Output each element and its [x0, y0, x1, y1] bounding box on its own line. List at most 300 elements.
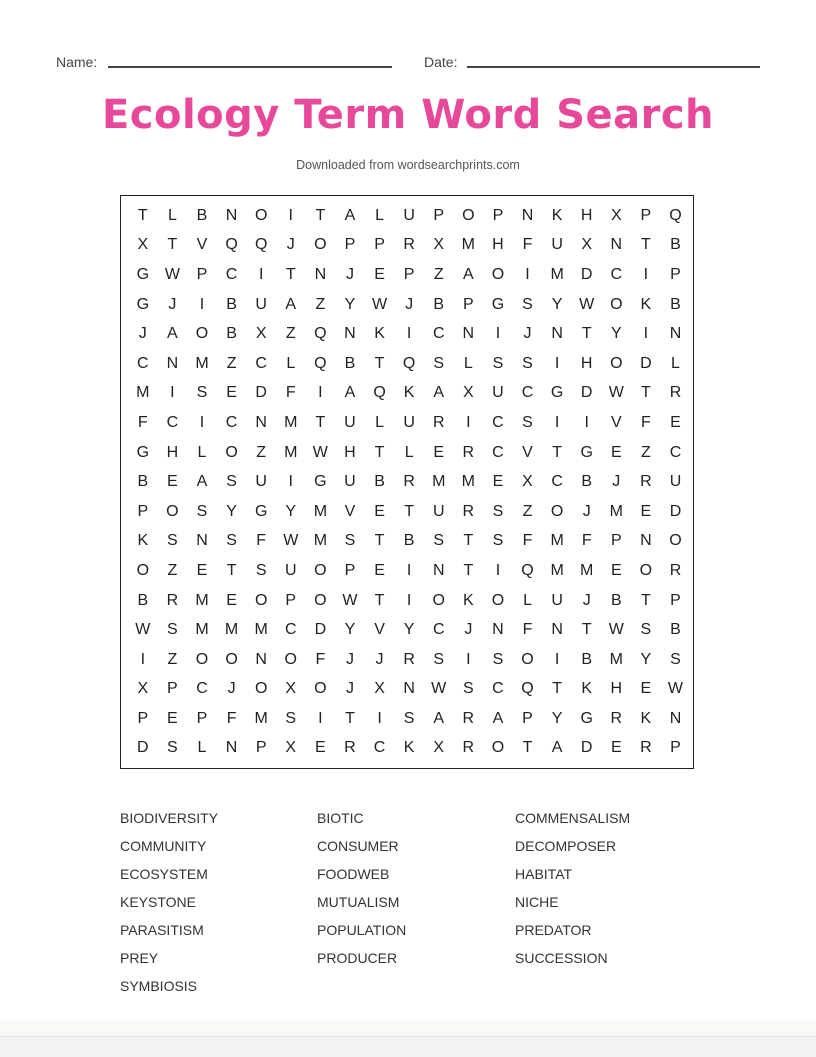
grid-cell[interactable]: F	[522, 532, 533, 550]
grid-cell[interactable]: O	[254, 206, 268, 224]
grid-cell[interactable]: L	[463, 354, 473, 372]
grid-cell[interactable]: E	[167, 473, 178, 491]
grid-cell[interactable]: E	[610, 561, 622, 579]
grid-cell[interactable]: X	[285, 739, 297, 757]
grid-cell[interactable]: N	[255, 650, 267, 668]
grid-cell[interactable]: C	[492, 413, 504, 431]
grid-cell[interactable]: E	[226, 384, 237, 402]
grid-cell[interactable]: G	[254, 502, 268, 520]
grid-cell[interactable]: E	[374, 561, 385, 579]
grid-cell[interactable]: A	[551, 739, 563, 757]
grid-cell[interactable]: S	[433, 354, 445, 372]
grid-cell[interactable]: T	[581, 325, 592, 343]
grid-cell[interactable]: T	[552, 680, 562, 698]
grid-cell[interactable]: T	[404, 502, 415, 520]
grid-cell[interactable]: W	[667, 680, 684, 698]
grid-cell[interactable]: L	[523, 591, 532, 609]
grid-cell[interactable]: R	[462, 739, 475, 757]
grid-cell[interactable]: N	[669, 709, 682, 727]
grid-cell[interactable]: P	[196, 709, 208, 727]
grid-cell[interactable]: J	[227, 680, 236, 698]
grid-cell[interactable]: L	[375, 206, 384, 224]
grid-cell[interactable]: M	[609, 502, 623, 520]
grid-cell[interactable]: K	[551, 206, 563, 224]
grid-cell[interactable]: Z	[285, 325, 296, 343]
grid-cell[interactable]: U	[551, 591, 563, 609]
grid-cell[interactable]: L	[197, 443, 207, 461]
grid-cell[interactable]: O	[521, 650, 534, 668]
grid-cell[interactable]: R	[403, 473, 415, 491]
grid-cell[interactable]: T	[581, 621, 592, 639]
grid-cell[interactable]: I	[466, 650, 471, 668]
grid-cell[interactable]: H	[610, 680, 623, 698]
grid-cell[interactable]: A	[462, 265, 474, 283]
grid-cell[interactable]: N	[432, 561, 445, 579]
grid-cell[interactable]: I	[170, 384, 175, 402]
grid-cell[interactable]: O	[314, 236, 327, 254]
grid-cell[interactable]: R	[432, 413, 445, 431]
grid-cell[interactable]: O	[610, 295, 623, 313]
grid-cell[interactable]: G	[580, 709, 593, 727]
grid-cell[interactable]: O	[195, 650, 209, 668]
grid-cell[interactable]: F	[522, 621, 533, 639]
grid-cell[interactable]: V	[610, 413, 622, 431]
grid-cell[interactable]: B	[670, 236, 681, 254]
grid-cell[interactable]: M	[254, 621, 268, 639]
grid-cell[interactable]: F	[581, 532, 592, 550]
grid-cell[interactable]: K	[137, 532, 149, 550]
grid-cell[interactable]: W	[342, 591, 358, 609]
grid-cell[interactable]: W	[283, 532, 299, 550]
grid-cell[interactable]: D	[255, 384, 267, 402]
grid-cell[interactable]: H	[166, 443, 179, 461]
grid-cell[interactable]: K	[640, 709, 652, 727]
grid-cell[interactable]: S	[522, 413, 533, 431]
grid-cell[interactable]: C	[432, 621, 445, 639]
grid-cell[interactable]: J	[345, 265, 354, 283]
grid-cell[interactable]: B	[226, 295, 237, 313]
grid-cell[interactable]: J	[375, 650, 384, 668]
grid-cell[interactable]: T	[374, 443, 385, 461]
date-line[interactable]	[467, 66, 760, 68]
grid-cell[interactable]: S	[492, 502, 504, 520]
grid-cell[interactable]: U	[403, 413, 415, 431]
grid-cell[interactable]: I	[199, 295, 205, 313]
grid-cell[interactable]: O	[491, 739, 505, 757]
grid-cell[interactable]: Q	[521, 680, 534, 698]
grid-cell[interactable]: H	[344, 443, 356, 461]
grid-cell[interactable]: J	[138, 325, 147, 343]
grid-cell[interactable]: P	[670, 739, 681, 757]
grid-cell[interactable]: U	[492, 384, 504, 402]
grid-cell[interactable]: I	[554, 413, 560, 431]
grid-cell[interactable]: C	[166, 413, 179, 431]
grid-cell[interactable]: C	[492, 443, 504, 461]
grid-cell[interactable]: N	[344, 325, 356, 343]
grid-cell[interactable]: Y	[640, 650, 652, 668]
grid-cell[interactable]: Q	[254, 236, 268, 254]
grid-cell[interactable]: N	[492, 621, 504, 639]
grid-cell[interactable]: E	[610, 443, 622, 461]
grid-cell[interactable]: Y	[403, 621, 415, 639]
grid-cell[interactable]: P	[670, 265, 681, 283]
grid-cell[interactable]: I	[495, 325, 501, 343]
grid-cell[interactable]: T	[167, 236, 178, 254]
grid-cell[interactable]: N	[521, 206, 534, 224]
grid-cell[interactable]: C	[284, 621, 297, 639]
grid-cell[interactable]: J	[582, 591, 591, 609]
grid-cell[interactable]: U	[551, 236, 563, 254]
grid-cell[interactable]: T	[641, 384, 651, 402]
grid-cell[interactable]: E	[492, 473, 504, 491]
grid-cell[interactable]: O	[669, 532, 682, 550]
grid-cell[interactable]: T	[374, 354, 385, 372]
grid-cell[interactable]: F	[226, 709, 237, 727]
grid-cell[interactable]: O	[610, 354, 623, 372]
grid-cell[interactable]: P	[462, 295, 474, 313]
grid-cell[interactable]: G	[550, 384, 564, 402]
grid-cell[interactable]: Y	[226, 502, 237, 520]
grid-cell[interactable]: U	[432, 502, 445, 520]
grid-cell[interactable]: D	[640, 354, 652, 372]
grid-cell[interactable]: X	[255, 325, 267, 343]
grid-cell[interactable]: Q	[225, 236, 238, 254]
grid-cell[interactable]: Y	[344, 295, 356, 313]
grid-cell[interactable]: I	[406, 325, 412, 343]
grid-cell[interactable]: X	[610, 206, 622, 224]
grid-cell[interactable]: M	[284, 443, 298, 461]
grid-cell[interactable]: M	[609, 650, 623, 668]
grid-cell[interactable]: P	[670, 591, 681, 609]
grid-cell[interactable]: S	[226, 532, 237, 550]
grid-cell[interactable]: E	[226, 591, 237, 609]
grid-cell[interactable]: C	[521, 384, 534, 402]
grid-cell[interactable]: P	[344, 561, 356, 579]
grid-cell[interactable]: U	[284, 561, 297, 579]
grid-cell[interactable]: J	[286, 236, 295, 254]
grid-cell[interactable]: Y	[551, 709, 563, 727]
grid-cell[interactable]: S	[196, 384, 208, 402]
grid-cell[interactable]: S	[670, 650, 681, 668]
grid-cell[interactable]: Q	[314, 354, 327, 372]
grid-cell[interactable]: T	[137, 206, 148, 224]
grid-cell[interactable]: I	[199, 413, 205, 431]
grid-cell[interactable]: J	[345, 650, 354, 668]
grid-cell[interactable]: M	[195, 591, 209, 609]
grid-cell[interactable]: N	[610, 236, 623, 254]
grid-cell[interactable]: Q	[402, 354, 416, 372]
grid-cell[interactable]: M	[313, 532, 328, 550]
grid-cell[interactable]: T	[315, 413, 326, 431]
grid-cell[interactable]: U	[669, 473, 682, 491]
grid-cell[interactable]: P	[610, 532, 622, 550]
grid-cell[interactable]: X	[285, 680, 297, 698]
grid-cell[interactable]: W	[164, 265, 180, 283]
grid-cell[interactable]: R	[640, 739, 652, 757]
grid-cell[interactable]: Y	[551, 295, 563, 313]
grid-cell[interactable]: O	[225, 650, 238, 668]
grid-cell[interactable]: S	[196, 502, 208, 520]
grid-cell[interactable]: W	[431, 680, 447, 698]
grid-cell[interactable]: G	[136, 295, 150, 313]
grid-cell[interactable]: V	[374, 621, 385, 639]
grid-cell[interactable]: B	[581, 473, 593, 491]
grid-cell[interactable]: M	[136, 384, 150, 402]
grid-cell[interactable]: I	[258, 265, 264, 283]
grid-cell[interactable]: W	[608, 384, 624, 402]
grid-cell[interactable]: R	[462, 443, 475, 461]
grid-cell[interactable]: I	[495, 561, 501, 579]
grid-cell[interactable]: S	[492, 354, 504, 372]
grid-cell[interactable]: R	[669, 561, 682, 579]
grid-cell[interactable]: M	[461, 473, 475, 491]
grid-cell[interactable]: J	[523, 325, 532, 343]
grid-cell[interactable]: Y	[610, 325, 622, 343]
grid-cell[interactable]: N	[669, 325, 682, 343]
grid-cell[interactable]: O	[136, 561, 150, 579]
grid-cell[interactable]: B	[226, 325, 237, 343]
grid-cell[interactable]: V	[344, 502, 356, 520]
grid-cell[interactable]: A	[433, 709, 445, 727]
grid-cell[interactable]: X	[462, 384, 474, 402]
grid-cell[interactable]: F	[285, 384, 296, 402]
grid-cell[interactable]: X	[522, 473, 533, 491]
grid-cell[interactable]: D	[314, 621, 327, 639]
grid-cell[interactable]: J	[168, 295, 177, 313]
grid-cell[interactable]: S	[492, 532, 504, 550]
grid-cell[interactable]: U	[255, 295, 267, 313]
grid-cell[interactable]: B	[403, 532, 415, 550]
grid-cell[interactable]: R	[403, 236, 415, 254]
grid-cell[interactable]: O	[195, 325, 209, 343]
grid-cell[interactable]: A	[344, 206, 356, 224]
grid-cell[interactable]: K	[581, 680, 593, 698]
grid-cell[interactable]: R	[462, 502, 475, 520]
grid-cell[interactable]: F	[315, 650, 326, 668]
grid-cell[interactable]: R	[462, 709, 475, 727]
grid-cell[interactable]: Y	[285, 502, 297, 520]
grid-cell[interactable]: P	[255, 739, 267, 757]
grid-cell[interactable]: E	[610, 739, 622, 757]
grid-cell[interactable]: B	[374, 473, 385, 491]
grid-cell[interactable]: P	[640, 206, 652, 224]
grid-cell[interactable]: T	[463, 532, 474, 550]
grid-cell[interactable]: W	[579, 295, 595, 313]
grid-cell[interactable]: Y	[344, 621, 356, 639]
grid-cell[interactable]: O	[462, 206, 475, 224]
grid-cell[interactable]: E	[640, 502, 652, 520]
grid-cell[interactable]: S	[522, 295, 533, 313]
name-line[interactable]	[108, 66, 392, 68]
grid-cell[interactable]: M	[550, 265, 564, 283]
grid-cell[interactable]: O	[491, 591, 505, 609]
grid-cell[interactable]: A	[285, 295, 297, 313]
grid-cell[interactable]: Q	[373, 384, 386, 402]
grid-cell[interactable]: R	[610, 709, 623, 727]
grid-cell[interactable]: I	[288, 473, 293, 491]
grid-cell[interactable]: Z	[522, 502, 533, 520]
grid-cell[interactable]: N	[551, 621, 563, 639]
grid-cell[interactable]: U	[255, 473, 267, 491]
grid-cell[interactable]: N	[551, 325, 563, 343]
grid-cell[interactable]: C	[669, 443, 682, 461]
grid-cell[interactable]: R	[166, 591, 179, 609]
grid-cell[interactable]: X	[137, 680, 149, 698]
grid-cell[interactable]: L	[197, 739, 207, 757]
grid-cell[interactable]: I	[643, 325, 649, 343]
grid-cell[interactable]: S	[167, 621, 178, 639]
grid-cell[interactable]: C	[551, 473, 563, 491]
grid-cell[interactable]: E	[374, 502, 385, 520]
grid-cell[interactable]: M	[461, 236, 475, 254]
grid-cell[interactable]: O	[284, 650, 297, 668]
grid-cell[interactable]: R	[403, 650, 415, 668]
grid-cell[interactable]: C	[137, 354, 149, 372]
grid-cell[interactable]: O	[314, 591, 327, 609]
grid-cell[interactable]: N	[462, 325, 475, 343]
grid-cell[interactable]: G	[314, 473, 327, 491]
grid-cell[interactable]: M	[432, 473, 446, 491]
grid-cell[interactable]: S	[492, 650, 504, 668]
grid-cell[interactable]: O	[550, 502, 564, 520]
grid-cell[interactable]: L	[375, 413, 384, 431]
grid-cell[interactable]: Q	[521, 561, 534, 579]
grid-cell[interactable]: I	[140, 650, 146, 668]
grid-cell[interactable]: I	[377, 709, 382, 727]
grid-cell[interactable]: I	[318, 384, 323, 402]
grid-cell[interactable]: H	[492, 236, 504, 254]
grid-cell[interactable]: T	[552, 443, 562, 461]
grid-cell[interactable]: O	[491, 265, 505, 283]
grid-cell[interactable]: X	[433, 739, 445, 757]
grid-cell[interactable]: J	[464, 621, 473, 639]
grid-cell[interactable]: S	[522, 354, 533, 372]
grid-cell[interactable]: M	[580, 561, 594, 579]
grid-cell[interactable]: Z	[433, 265, 444, 283]
grid-cell[interactable]: A	[492, 709, 504, 727]
grid-cell[interactable]: J	[405, 295, 414, 313]
grid-cell[interactable]: C	[610, 265, 623, 283]
grid-cell[interactable]: T	[641, 236, 651, 254]
grid-cell[interactable]: M	[195, 354, 209, 372]
grid-cell[interactable]: N	[403, 680, 415, 698]
grid-cell[interactable]: N	[640, 532, 652, 550]
grid-cell[interactable]: S	[226, 473, 237, 491]
grid-cell[interactable]: E	[433, 443, 445, 461]
grid-cell[interactable]: N	[225, 206, 238, 224]
grid-cell[interactable]: N	[225, 739, 238, 757]
grid-cell[interactable]: D	[137, 739, 149, 757]
grid-cell[interactable]: H	[580, 206, 593, 224]
grid-cell[interactable]: E	[374, 265, 385, 283]
grid-cell[interactable]: S	[403, 709, 415, 727]
grid-cell[interactable]: P	[167, 680, 178, 698]
grid-cell[interactable]: Z	[167, 561, 178, 579]
grid-cell[interactable]: S	[433, 650, 445, 668]
grid-cell[interactable]: J	[582, 502, 591, 520]
grid-cell[interactable]: G	[491, 295, 505, 313]
grid-cell[interactable]: T	[522, 739, 533, 757]
grid-cell[interactable]: O	[432, 591, 445, 609]
grid-cell[interactable]: P	[492, 206, 504, 224]
grid-cell[interactable]: C	[196, 680, 208, 698]
grid-cell[interactable]: K	[462, 591, 474, 609]
grid-cell[interactable]: O	[254, 680, 268, 698]
grid-cell[interactable]: R	[640, 473, 652, 491]
grid-cell[interactable]: R	[669, 384, 682, 402]
grid-cell[interactable]: E	[670, 413, 681, 431]
grid-cell[interactable]: F	[256, 532, 267, 550]
grid-cell[interactable]: O	[254, 591, 268, 609]
grid-cell[interactable]: A	[196, 473, 208, 491]
grid-cell[interactable]: K	[640, 295, 652, 313]
grid-cell[interactable]: O	[314, 561, 327, 579]
grid-cell[interactable]: A	[433, 384, 445, 402]
grid-cell[interactable]: D	[580, 265, 593, 283]
grid-cell[interactable]: O	[639, 561, 653, 579]
grid-cell[interactable]: S	[285, 709, 297, 727]
grid-cell[interactable]: E	[196, 561, 208, 579]
grid-cell[interactable]: T	[285, 265, 296, 283]
grid-cell[interactable]: B	[137, 473, 149, 491]
grid-cell[interactable]: O	[314, 680, 327, 698]
grid-cell[interactable]: N	[196, 532, 208, 550]
grid-cell[interactable]: X	[137, 236, 149, 254]
grid-cell[interactable]: M	[550, 532, 564, 550]
grid-cell[interactable]: T	[345, 709, 355, 727]
grid-cell[interactable]: B	[344, 354, 356, 372]
grid-cell[interactable]: B	[196, 206, 208, 224]
grid-cell[interactable]: P	[285, 591, 297, 609]
grid-cell[interactable]: D	[669, 502, 682, 520]
grid-cell[interactable]: G	[136, 265, 150, 283]
grid-cell[interactable]: B	[433, 295, 445, 313]
grid-cell[interactable]: C	[432, 325, 445, 343]
grid-cell[interactable]: N	[166, 354, 179, 372]
grid-cell[interactable]: T	[315, 206, 326, 224]
grid-cell[interactable]: M	[224, 621, 239, 639]
grid-cell[interactable]: U	[403, 206, 415, 224]
grid-cell[interactable]: L	[404, 443, 414, 461]
grid-cell[interactable]: I	[318, 709, 323, 727]
grid-cell[interactable]: Z	[256, 443, 267, 461]
grid-cell[interactable]: R	[344, 739, 356, 757]
grid-cell[interactable]: B	[610, 591, 622, 609]
grid-cell[interactable]: I	[584, 413, 589, 431]
grid-cell[interactable]: S	[462, 680, 474, 698]
grid-cell[interactable]: G	[580, 443, 593, 461]
grid-cell[interactable]: U	[344, 413, 356, 431]
grid-cell[interactable]: W	[608, 621, 624, 639]
grid-cell[interactable]: F	[137, 413, 148, 431]
grid-cell[interactable]: I	[554, 354, 560, 372]
grid-cell[interactable]: I	[406, 561, 412, 579]
grid-cell[interactable]: A	[344, 384, 356, 402]
grid-cell[interactable]: Q	[669, 206, 682, 224]
grid-cell[interactable]: P	[433, 206, 445, 224]
grid-cell[interactable]: A	[167, 325, 178, 343]
grid-cell[interactable]: W	[371, 295, 388, 313]
grid-cell[interactable]: O	[166, 502, 179, 520]
grid-cell[interactable]: X	[374, 680, 385, 698]
grid-cell[interactable]: I	[643, 265, 649, 283]
grid-cell[interactable]: S	[640, 621, 652, 639]
grid-cell[interactable]: I	[406, 591, 412, 609]
grid-cell[interactable]: I	[554, 650, 560, 668]
grid-cell[interactable]: Z	[167, 650, 178, 668]
grid-cell[interactable]: C	[225, 265, 238, 283]
grid-cell[interactable]: B	[670, 295, 681, 313]
